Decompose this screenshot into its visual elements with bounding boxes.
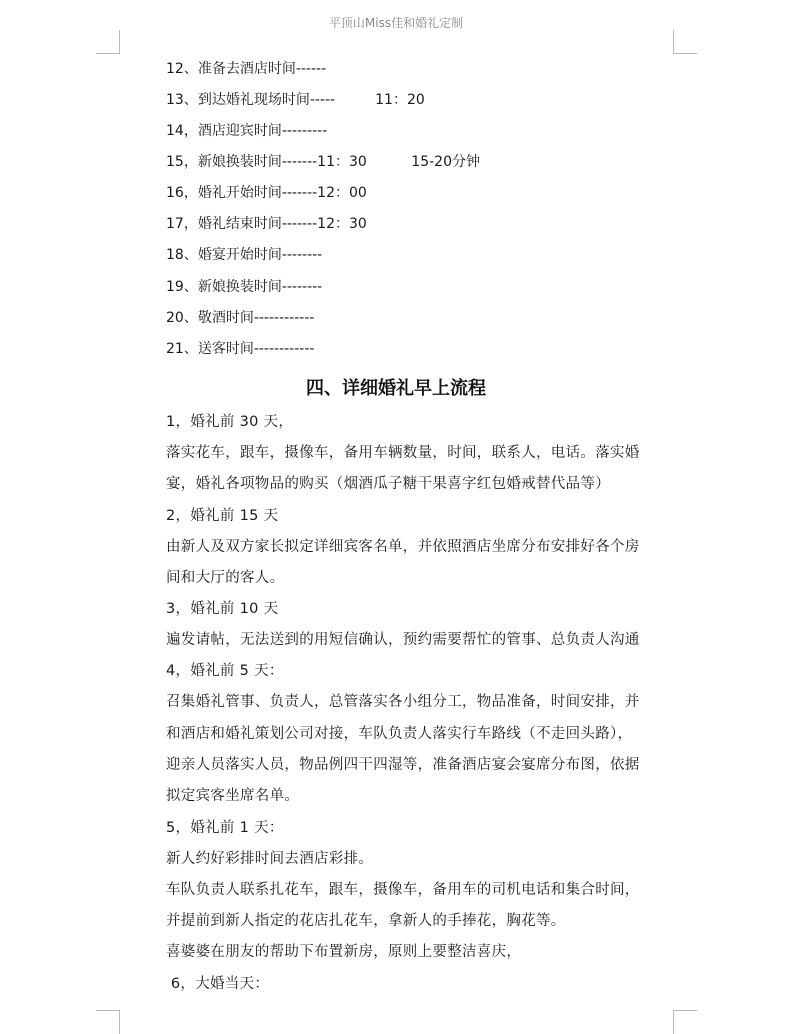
body-line: 车队负责人联系扎花车，跟车，摄像车，备用车的司机电话和集合时间， xyxy=(166,882,640,898)
body-line: 召集婚礼管事、负责人，总管落实各小组分工，物品准备，时间安排，并 xyxy=(166,694,640,710)
schedule-line: 20、敬酒时间------------ xyxy=(166,310,315,326)
crop-mark-top-right-v xyxy=(673,30,674,54)
body-line: 间和大厅的客人。 xyxy=(166,570,285,586)
body-line: 2，婚礼前 15 天 xyxy=(166,508,279,524)
body-line: 喜婆婆在朋友的帮助下布置新房，原则上要整洁喜庆， xyxy=(166,944,522,960)
body-line: 落实花车，跟车，摄像车，备用车辆数量，时间，联系人，电话。落实婚 xyxy=(166,445,640,461)
schedule-line: 18、婚宴开始时间-------- xyxy=(166,247,323,263)
body-line: 迎亲人员落实人员，物品例四干四湿等，准备酒店宴会宴席分布图，依据 xyxy=(166,757,640,773)
body-line: 6，大婚当天： xyxy=(166,976,270,992)
page-header: 平顶山Miss佳和婚礼定制 xyxy=(328,16,464,30)
schedule-line: 19、新娘换装时间-------- xyxy=(166,279,323,295)
crop-mark-bottom-left-v xyxy=(119,1010,120,1034)
schedule-line: 14，酒店迎宾时间--------- xyxy=(166,123,328,139)
body-line: 5，婚礼前 1 天： xyxy=(166,820,284,836)
body-line: 新人约好彩排时间去酒店彩排。 xyxy=(166,851,374,867)
section-title: 四、详细婚礼早上流程 xyxy=(306,378,486,399)
body-line: 4，婚礼前 5 天： xyxy=(166,663,284,679)
body-line: 拟定宾客坐席名单。 xyxy=(166,788,300,804)
schedule-line: 16，婚礼开始时间-------12：00 xyxy=(166,185,367,201)
schedule-line: 17，婚礼结束时间-------12：30 xyxy=(166,216,367,232)
body-line: 1，婚礼前 30 天， xyxy=(166,414,294,430)
crop-mark-top-left-h xyxy=(96,53,120,54)
crop-mark-top-right-h xyxy=(673,53,697,54)
crop-mark-top-left-v xyxy=(119,30,120,54)
schedule-line: 15，新娘换装时间-------11：30 15-20分钟 xyxy=(166,154,480,170)
body-line: 宴，婚礼各项物品的购买（烟酒瓜子糖干果喜字红包婚戒替代品等） xyxy=(166,476,610,492)
body-line: 遍发请帖，无法送到的用短信确认，预约需要帮忙的管事、总负责人沟通 xyxy=(166,632,640,648)
body-line: 和酒店和婚礼策划公司对接，车队负责人落实行车路线（不走回头路）， xyxy=(166,726,633,742)
crop-mark-bottom-right-h xyxy=(673,1010,697,1011)
body-line: 由新人及双方家长拟定详细宾客名单，并依照酒店坐席分布安排好各个房 xyxy=(166,539,640,555)
crop-mark-bottom-left-h xyxy=(96,1010,120,1011)
body-line: 3，婚礼前 10 天 xyxy=(166,601,279,617)
crop-mark-bottom-right-v xyxy=(673,1010,674,1034)
schedule-line: 13、到达婚礼现场时间----- 11：20 xyxy=(166,92,425,108)
body-line: 并提前到新人指定的花店扎花车，拿新人的手捧花，胸花等。 xyxy=(166,913,566,929)
schedule-line: 12、准备去酒店时间------ xyxy=(166,61,327,77)
schedule-line: 21、送客时间------------ xyxy=(166,341,315,357)
